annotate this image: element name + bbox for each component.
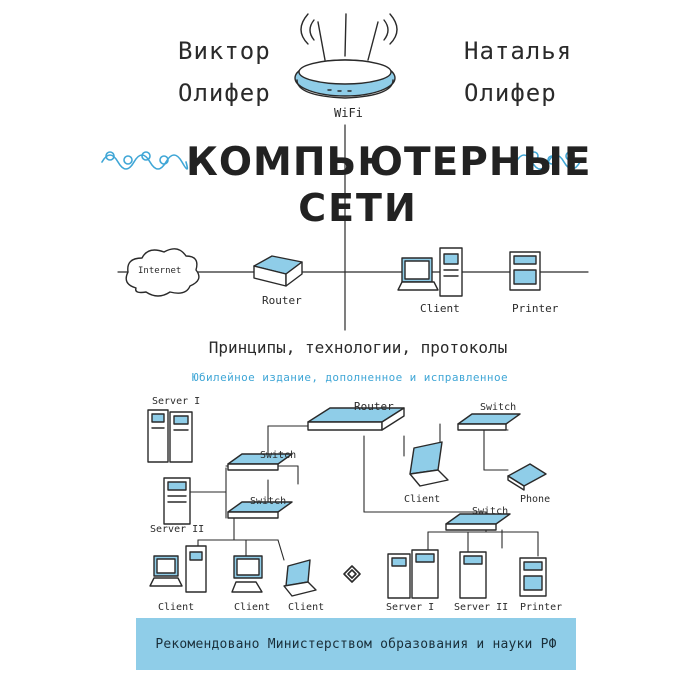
author-right — [464, 30, 584, 114]
author-left-last-name: Олифер — [178, 79, 271, 107]
internet-label: Internet — [138, 266, 182, 276]
router-icon — [254, 256, 302, 286]
decorative-swirl-left — [102, 152, 187, 169]
client-laptop-label: Client — [404, 494, 441, 505]
book-title-line1: КОМПЬЮТЕРНЫЕ — [186, 140, 592, 185]
wifi-label: WiFi — [334, 106, 363, 120]
server1-label-bottom: Server I — [386, 602, 435, 613]
server-icon-left-1 — [148, 410, 192, 462]
server2-label-left: Server II — [150, 524, 205, 535]
recommendation-text: Рекомендовано Министерством образования и науки РФ — [155, 636, 557, 652]
server-icon-bottom-1 — [388, 550, 438, 598]
recommendation-banner — [136, 618, 576, 670]
phone-icon — [508, 464, 546, 490]
router-label-top: Router — [262, 294, 302, 307]
printer-icon-bottom — [520, 558, 546, 596]
desktop-icon-bottom — [150, 546, 206, 592]
edition-note: Юбилейное издание, дополненное и исправленное — [191, 371, 508, 384]
switch-label-top-right: Switch — [480, 402, 517, 413]
switch-icon-top-right — [458, 414, 520, 430]
server2-label-bottom: Server II — [454, 602, 509, 613]
client-label-bottom-1: Client — [158, 602, 195, 613]
author-left — [178, 30, 298, 114]
desktop-icon — [398, 248, 462, 296]
switch-label-lower-left: Switch — [250, 496, 287, 507]
book-cover — [88, 0, 612, 700]
switch-label-mid-left: Switch — [260, 450, 297, 461]
client-label-top: Client — [420, 302, 460, 315]
router-label-network: Router — [354, 400, 394, 413]
client-label-bottom-3: Client — [288, 602, 325, 613]
author-left-first-name: Виктор — [178, 37, 271, 65]
printer-icon — [510, 252, 540, 290]
wifi-router-icon — [295, 14, 397, 98]
publisher-logo-icon — [344, 566, 360, 582]
network-cabling — [184, 424, 538, 560]
switch-label-lower-right: Switch — [472, 506, 509, 517]
author-right-last-name: Олифер — [464, 79, 557, 107]
server-icon-left-2 — [164, 478, 190, 524]
printer-label-bottom: Printer — [520, 602, 563, 613]
book-subtitle: Принципы, технологии, протоколы — [208, 338, 508, 357]
book-title-line2: СЕТИ — [298, 186, 418, 230]
server-icon-bottom-2 — [460, 552, 486, 598]
phone-label: Phone — [520, 494, 551, 505]
client-label-bottom-2: Client — [234, 602, 271, 613]
printer-label-top: Printer — [512, 302, 559, 315]
desktop-icon-bottom-2 — [232, 556, 262, 592]
laptop-icon-right — [410, 442, 448, 486]
author-right-first-name: Наталья — [464, 37, 573, 65]
server1-label-left: Server I — [152, 396, 201, 407]
laptop-icon-bottom — [284, 560, 316, 596]
